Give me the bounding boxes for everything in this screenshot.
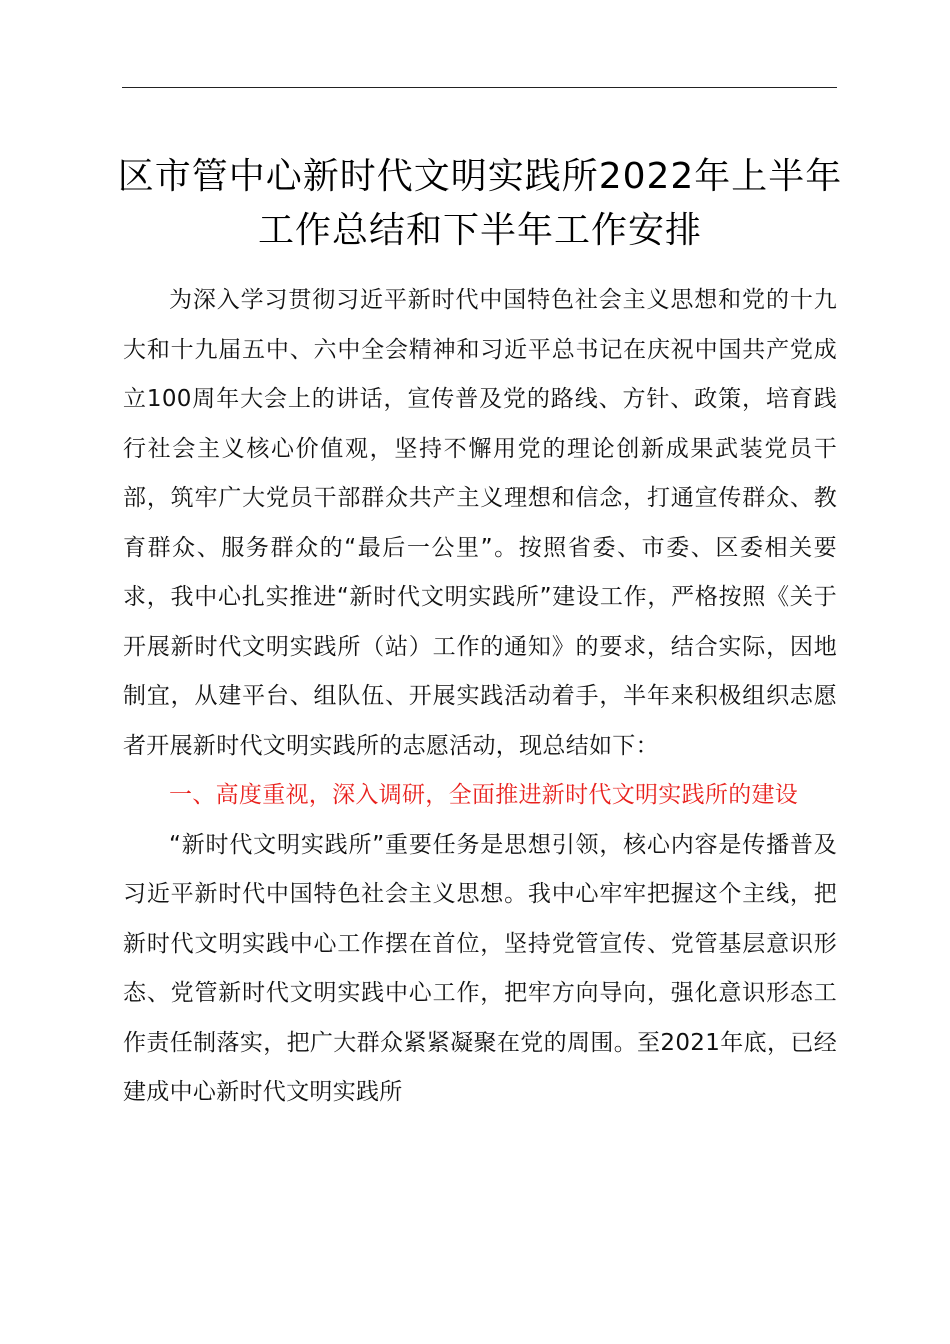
section-heading-1: 一、高度重视，深入调研，全面推进新时代文明实践所的建设 (169, 782, 799, 808)
title-line-1: 区市管中心新时代文明实践所2022年上半年 (117, 156, 843, 197)
header-rule (122, 87, 837, 88)
paragraph-section1: “新时代文明实践所”重要任务是思想引领，核心内容是传播普及习近平新时代中国特色社会主义思想。我中心牢牢把握这个主线，把新时代文明实践中心工作摆在首位，坚持党管宣传、党管基层意识形态、党管新时代文明实践中心工作，把牢方向导向，强化意识形态工作责任制落实，把广大群众紧紧凝聚在党的周围。至2021年底，已经建成中心新时代文明实践所 (123, 831, 837, 1105)
title-line-2: 工作总结和下半年工作安排 (257, 210, 702, 251)
document-title (100, 150, 860, 258)
document-body (123, 276, 837, 1118)
paragraph-intro: 为深入学习贯彻习近平新时代中国特色社会主义思想和党的十九大和十九届五中、六中全会精神和习近平总书记在庆祝中国共产党成立100周年大会上的讲话，宣传普及党的路线、方针、政策，培育践行社会主义核心价值观，坚持不懈用党的理论创新成果武装党员干部，筑牢广大党员干部群众共产主义理想和信念，打通宣传群众、教育群众、服务群众的“最后一公里”。按照省委、市委、区委相关要求，我中心扎实推进“新时代文明实践所”建设工作，严格按照《关于开展新时代文明实践所（站）工作的通知》的要求，结合实际，因地制宜，从建平台、组队伍、开展实践活动着手，半年来积极组织志愿者开展新时代文明实践所的志愿活动，现总结如下： (123, 287, 837, 759)
